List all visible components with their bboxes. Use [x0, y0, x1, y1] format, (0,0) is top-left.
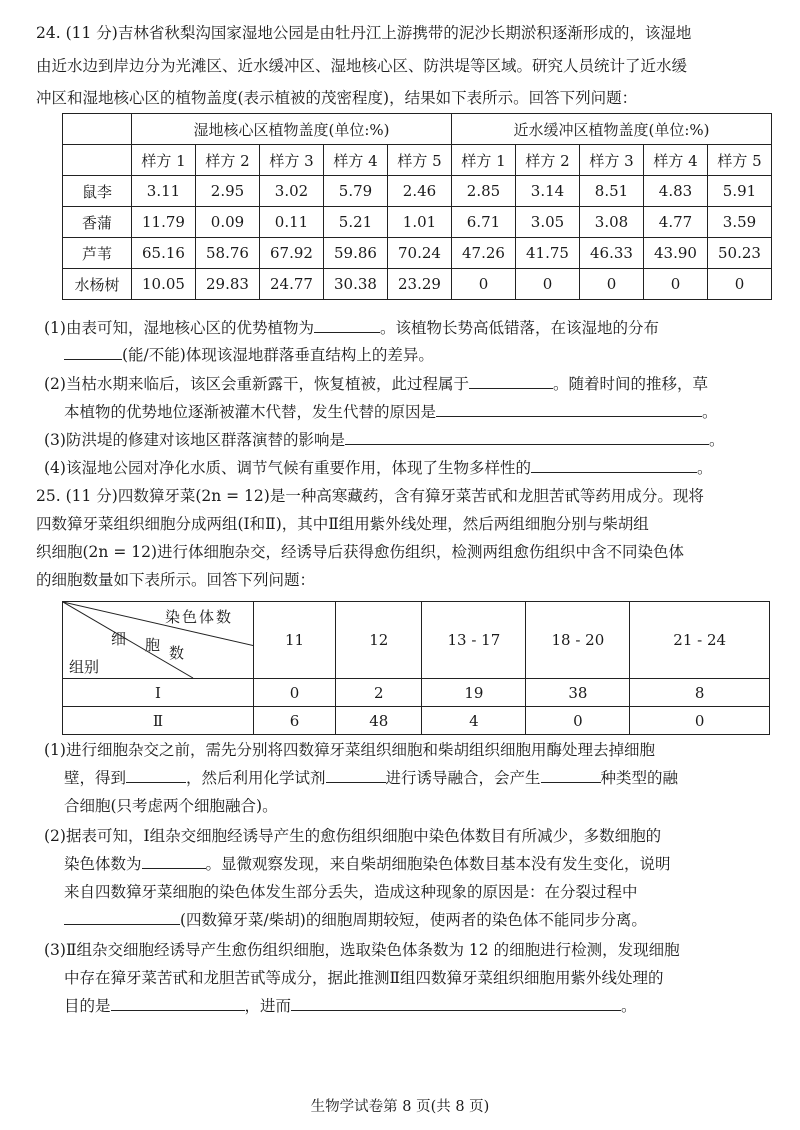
plant-name: 鼠李: [63, 176, 132, 207]
coverage-value: 0: [516, 269, 580, 300]
q24-sub3-line: (3)防洪堤的修建对该地区群落演替的影响是 。: [44, 431, 725, 449]
cell-label-1: 细: [111, 630, 127, 648]
answer-blank[interactable]: [111, 996, 245, 1011]
coverage-value: 3.08: [580, 207, 644, 238]
coverage-value: 58.76: [196, 238, 260, 269]
table-corner-cell: [63, 114, 132, 145]
core-zone-header: 湿地核心区植物盖度(单位:%): [132, 114, 452, 145]
sample-header: 样方 1: [452, 145, 516, 176]
q25-sub1-line-1: (1)进行细胞杂交之前，需先分别将四数獐牙菜组织细胞和柴胡组织细胞用酶处理去掉细胞: [44, 741, 655, 759]
q24-stem-line-3: 冲区和湿地核心区的植物盖度(表示植被的茂密程度)，结果如下表所示。回答下列问题：: [36, 89, 638, 107]
coverage-value: 24.77: [260, 269, 324, 300]
answer-blank[interactable]: [64, 910, 180, 925]
cell-count: 19: [422, 679, 526, 707]
sample-header: 样方 3: [580, 145, 644, 176]
coverage-value: 23.29: [388, 269, 452, 300]
answer-blank[interactable]: [64, 345, 122, 360]
q25-sub3-line-2: 中存在獐牙菜苦甙和龙胆苦甙等成分，据此推测Ⅱ组四数獐牙菜组织细胞用紫外线处理的: [64, 969, 664, 987]
cell-count: 0: [253, 679, 335, 707]
coverage-value: 0.11: [260, 207, 324, 238]
q25-stem-line-2: 四数獐牙菜组织细胞分成两组(Ⅰ和Ⅱ)，其中Ⅱ组用紫外线处理，然后两组细胞分别与柴胡组: [36, 515, 649, 533]
coverage-value: 59.86: [324, 238, 388, 269]
coverage-value: 5.79: [324, 176, 388, 207]
coverage-value: 3.14: [516, 176, 580, 207]
coverage-value: 0.09: [196, 207, 260, 238]
coverage-value: 5.91: [708, 176, 772, 207]
q25-stem-line-4: 的细胞数量如下表所示。回答下列问题：: [36, 571, 316, 589]
coverage-value: 41.75: [516, 238, 580, 269]
group-label: 组别: [69, 658, 100, 676]
q25-stem-line-3: 织细胞(2n = 12)进行体细胞杂交，经诱导后获得愈伤组织，检测两组愈伤组织中含不同染色体: [36, 543, 685, 561]
q25-chromosome-table: [62, 601, 770, 735]
coverage-value: 46.33: [580, 238, 644, 269]
coverage-value: 0: [708, 269, 772, 300]
cell-count: 0: [526, 707, 630, 735]
plant-name: 水杨树: [63, 269, 132, 300]
answer-blank[interactable]: [345, 430, 709, 445]
cell-label-2: 胞: [145, 636, 161, 654]
plant-name: 香蒲: [63, 207, 132, 238]
coverage-value: 2.85: [452, 176, 516, 207]
sample-header-row: [63, 145, 772, 176]
coverage-value: 43.90: [644, 238, 708, 269]
answer-blank[interactable]: [126, 768, 186, 783]
cell-count: 0: [630, 707, 770, 735]
chromosome-count-label: 染色体数: [165, 608, 234, 626]
q25-sub1-line-2: 壁，得到 ，然后利用化学试剂 进行诱导融合，会产生 种类型的融: [64, 769, 679, 787]
q25-sub3-line-1: (3)Ⅱ组杂交细胞经诱导产生愈伤组织细胞，选取染色体条数为 12 的细胞进行检测，发现细胞: [44, 941, 680, 959]
answer-blank[interactable]: [291, 996, 621, 1011]
coverage-value: 30.38: [324, 269, 388, 300]
coverage-value: 3.11: [132, 176, 196, 207]
answer-blank[interactable]: [436, 402, 702, 417]
cell-count: 4: [422, 707, 526, 735]
coverage-value: 4.83: [644, 176, 708, 207]
answer-blank[interactable]: [531, 458, 697, 473]
q24-sub1-line-2: (能/不能)体现该湿地群落垂直结构上的差异。: [64, 345, 434, 365]
coverage-value: 11.79: [132, 207, 196, 238]
q24-sub1-line-1: (1)由表可知，湿地核心区的优势植物为 。该植物长势高低错落，在该湿地的分布: [44, 319, 659, 337]
coverage-value: 8.51: [580, 176, 644, 207]
q25-stem-line-1: 25. (11 分)四数獐牙菜(2n = 12)是一种高寒藏药，含有獐牙菜苦甙和龙胆苦甙等药用成分。现将: [36, 487, 704, 505]
q24-sub2-line-2: 本植物的优势地位逐渐被灌木代替，发生代替的原因是 。: [64, 403, 718, 421]
coverage-value: 6.71: [452, 207, 516, 238]
plant-row: [63, 207, 772, 238]
chromosome-header-row: [63, 602, 770, 679]
chromosome-range-header: 11: [253, 602, 335, 679]
coverage-value: 50.23: [708, 238, 772, 269]
sample-header: 样方 5: [388, 145, 452, 176]
plant-row: [63, 269, 772, 300]
q25-sub2-line-2: 染色体数为 。显微观察发现，来自柴胡细胞染色体数目基本没有发生变化，说明: [64, 855, 671, 873]
diagonal-header-cell: [63, 602, 254, 679]
q25-sub3-line-3: 目的是 ，进而 。: [64, 997, 637, 1015]
q24-plant-coverage-table: [62, 113, 772, 300]
group-name: Ⅱ: [63, 707, 254, 735]
chromosome-range-header: 12: [336, 602, 422, 679]
q25-sub2-line-1: (2)据表可知，Ⅰ组杂交细胞经诱导产生的愈伤组织细胞中染色体数目有所减少，多数细胞的: [44, 827, 662, 845]
coverage-value: 70.24: [388, 238, 452, 269]
cell-count: 48: [336, 707, 422, 735]
coverage-value: 2.95: [196, 176, 260, 207]
coverage-value: 2.46: [388, 176, 452, 207]
sample-header: 样方 4: [644, 145, 708, 176]
coverage-value: 65.16: [132, 238, 196, 269]
coverage-value: 29.83: [196, 269, 260, 300]
q24-stem-line-2: 由近水边到岸边分为光滩区、近水缓冲区、湿地核心区、防洪堤等区域。研究人员统计了近水缓: [36, 57, 688, 75]
sample-header: 样方 2: [516, 145, 580, 176]
coverage-value: 0: [452, 269, 516, 300]
plant-row: [63, 238, 772, 269]
plant-row: [63, 176, 772, 207]
chromosome-range-header: 18 - 20: [526, 602, 630, 679]
answer-blank[interactable]: [142, 854, 206, 869]
coverage-value: 3.05: [516, 207, 580, 238]
group-row: [63, 679, 770, 707]
cell-count: 38: [526, 679, 630, 707]
sample-header: 样方 1: [132, 145, 196, 176]
coverage-value: 4.77: [644, 207, 708, 238]
coverage-value: 1.01: [388, 207, 452, 238]
q24-sub2-line-1: (2)当枯水期来临后，该区会重新露干，恢复植被，此过程属于 。随着时间的推移，草: [44, 375, 708, 393]
coverage-value: 47.26: [452, 238, 516, 269]
cell-count: 8: [630, 679, 770, 707]
chromosome-range-header: 21 - 24: [630, 602, 770, 679]
coverage-value: 3.59: [708, 207, 772, 238]
page-footer: 生物学试卷第 8 页(共 8 页): [310, 1099, 490, 1115]
sample-header: 样方 2: [196, 145, 260, 176]
q25-sub1-line-3: 合细胞(只考虑两个细胞融合)。: [64, 797, 278, 815]
answer-blank[interactable]: [469, 374, 553, 389]
cell-count: 6: [253, 707, 335, 735]
q24-stem-line-1: 24. (11 分)吉林省秋梨沟国家湿地公园是由牡丹江上游携带的泥沙长期淤积逐渐形成的，该湿地: [36, 24, 692, 42]
group-name: Ⅰ: [63, 679, 254, 707]
group-row: [63, 707, 770, 735]
sample-header: 样方 4: [324, 145, 388, 176]
row-label-empty: [63, 145, 132, 176]
q25-sub2-line-3: 来自四数獐牙菜细胞的染色体发生部分丢失，造成这种现象的原因是：在分裂过程中: [64, 883, 638, 901]
coverage-value: 10.05: [132, 269, 196, 300]
answer-blank[interactable]: [541, 768, 601, 783]
coverage-value: 5.21: [324, 207, 388, 238]
cell-count: 2: [336, 679, 422, 707]
coverage-value: 3.02: [260, 176, 324, 207]
chromosome-range-header: 13 - 17: [422, 602, 526, 679]
cell-label-3: 数: [169, 644, 185, 662]
coverage-value: 0: [580, 269, 644, 300]
coverage-value: 0: [644, 269, 708, 300]
plant-name: 芦苇: [63, 238, 132, 269]
answer-blank[interactable]: [314, 318, 380, 333]
sample-header: 样方 3: [260, 145, 324, 176]
sample-header: 样方 5: [708, 145, 772, 176]
buffer-zone-header: 近水缓冲区植物盖度(单位:%): [452, 114, 772, 145]
q24-sub4-line: (4)该湿地公园对净化水质、调节气候有重要作用，体现了生物多样性的 。: [44, 459, 713, 477]
coverage-value: 67.92: [260, 238, 324, 269]
q25-sub2-line-4: (四数獐牙菜/柴胡)的细胞周期较短，使两者的染色体不能同步分离。: [64, 910, 647, 930]
answer-blank[interactable]: [326, 768, 386, 783]
